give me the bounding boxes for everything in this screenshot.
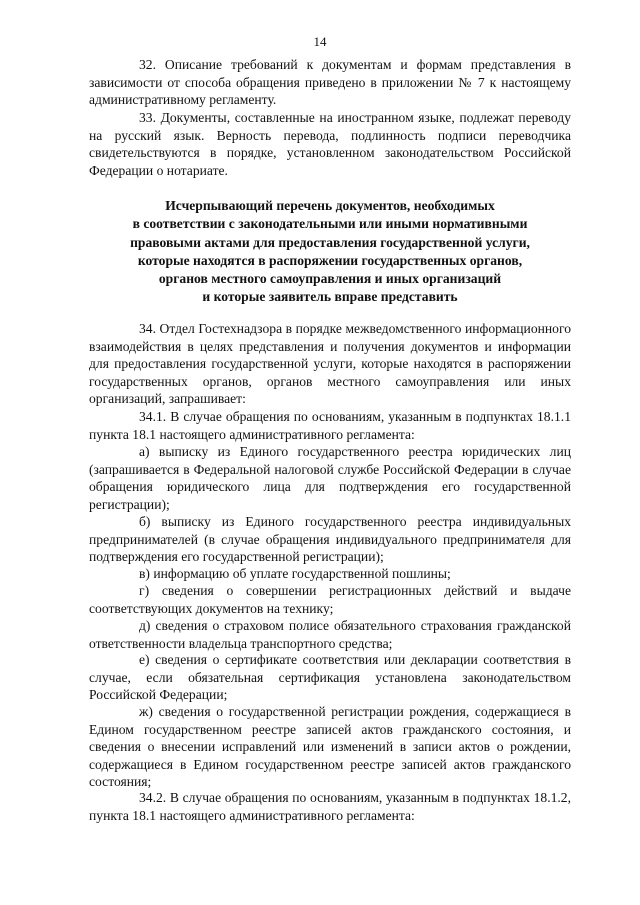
heading-line: правовыми актами для предоставления государственной услуги,: [130, 234, 530, 250]
paragraph-34: 34. Отдел Гостехнадзора в порядке межведомственного информационного взаимодействия в целях представления и получения документов и информации для предоставления государственной услуги, которые находятся в распоряжении государственных органов, органов местного самоуправления или иных организаций, запрашивает:: [89, 321, 571, 407]
paragraph-34-2: 34.2. В случае обращения по основаниям, указанным в подпунктах 18.1.2, пункта 18.1 настоящего административного регламента:: [89, 790, 571, 823]
list-item-e: е) сведения о сертификате соответствия или декларации соответствия в случае, если обязательная сертификация установлена законодательством Российской Федерации;: [89, 652, 571, 703]
list-item-g: г) сведения о совершении регистрационных действий и выдаче соответствующих документов на технику;: [89, 583, 571, 616]
list-item-d: д) сведения о страховом полисе обязательного страхования гражданской ответственности владельца транспортного средства;: [89, 618, 571, 651]
page-number: 14: [313, 34, 327, 49]
heading-line: в соответствии с законодательными или иными нормативными: [132, 216, 528, 232]
paragraph-32: 32. Описание требований к документам и формам представления в зависимости от способа обращения приведено в приложении № 7 к настоящему административному регламенту.: [89, 57, 571, 108]
section-heading: [89, 197, 571, 307]
heading-line: органов местного самоуправления и иных организаций: [158, 271, 502, 287]
heading-line: которые находятся в распоряжении государственных органов,: [137, 252, 523, 268]
heading-line: и которые заявитель вправе представить: [202, 289, 458, 305]
list-item-a: а) выписку из Единого государственного реестра юридических лиц (запрашивается в Федеральной налоговой службе Российской Федерации в случае обращения юридического лица для подтверждения его государственной регистрации);: [89, 444, 571, 512]
paragraph-33: 33. Документы, составленные на иностранном языке, подлежат переводу на русский язык. Верность перевода, подлинность подписи переводчика свидетельствуются в порядке, установленном законодательством Российской Федерации о нотариате.: [89, 110, 571, 178]
list-item-b: б) выписку из Единого государственного реестра индивидуальных предпринимателей (в случае обращения индивидуального предпринимателя для подтверждения его государственной регистрации);: [89, 514, 571, 565]
heading-line: Исчерпывающий перечень документов, необходимых: [165, 198, 495, 213]
list-item-v: в) информацию об уплате государственной пошлины;: [139, 566, 451, 581]
list-item-zh: ж) сведения о государственной регистрации рождения, содержащиеся в Едином государственном реестре записей актов гражданского состояния, и сведения о внесении исправлений или изменений в записи актов о рождении, содержащиеся в Едином государственном реестре записей актов гражданского состояния;: [89, 704, 571, 790]
paragraph-34-1: 34.1. В случае обращения по основаниям, указанным в подпунктах 18.1.1 пункта 18.1 настоящего административного регламента:: [89, 409, 571, 442]
